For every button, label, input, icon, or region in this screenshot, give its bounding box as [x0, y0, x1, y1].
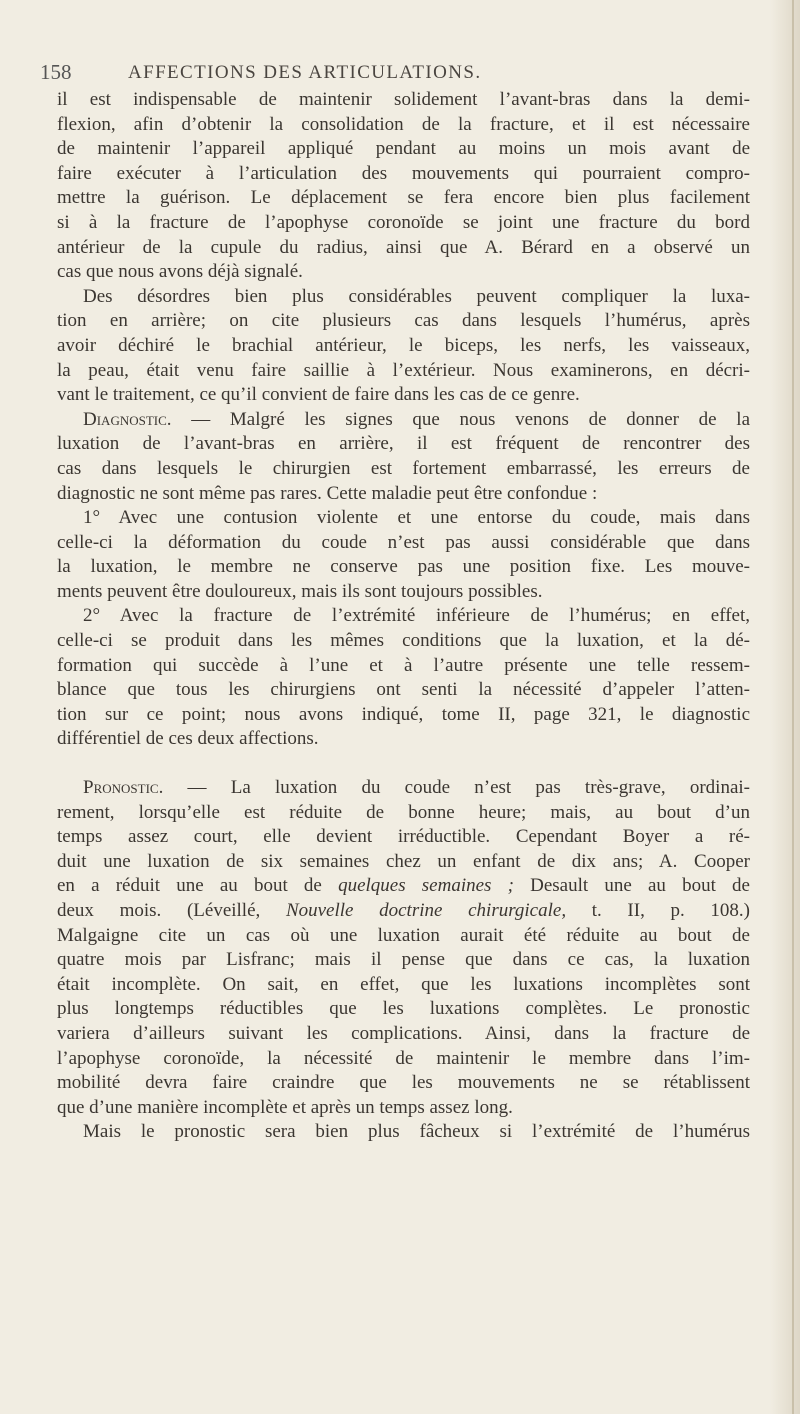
italic-segment: Nouvelle doctrine chirurgicale, [285, 900, 567, 921]
text-line: flexion, afin d’obtenir la consolidation de la fracture, et il est nécessaire [57, 113, 750, 135]
text-line: 1° Avec une contusion violente et une entorse du coude, mais dans [83, 507, 750, 529]
text-line: cas que nous avons déjà signalé. [57, 261, 303, 283]
text-line: vant le traitement, ce qu’il convient de faire dans les cas de ce genre. [57, 384, 580, 406]
text-line: mettre la guérison. Le déplacement se fera encore bien plus facilement [57, 187, 750, 209]
diagnostic-first-line [57, 408, 750, 433]
text-line: Des désordres bien plus considérables peuvent compliquer la luxa- [83, 285, 750, 307]
text-line: plus longtemps réductibles que les luxations complètes. Le pronostic [57, 998, 750, 1020]
section-gap [57, 752, 750, 776]
text-line: luxation de l’avant-bras en arrière, il est fréquent de rencontrer des [57, 433, 750, 455]
running-head: AFFECTIONS DES ARTICULATIONS. [128, 62, 482, 83]
pronostic-first-line [57, 776, 750, 801]
text-line: duit une luxation de six semaines chez un enfant de dix ans; A. Cooper [57, 850, 750, 872]
page-number: 158 [40, 60, 72, 84]
diagnostic-first-line-text: — Malgré les signes que nous venons de donner de la [171, 408, 750, 430]
text-line: l’apophyse coronoïde, la nécessité de maintenir le membre dans l’im- [57, 1047, 750, 1069]
text-line: rement, lorsqu’elle est réduite de bonne heure; mais, au bout d’un [57, 801, 750, 823]
text-segment: en a réduit une au bout de [57, 875, 339, 897]
text-line: si à la fracture de l’apophyse coronoïde se joint une fracture du bord [57, 211, 750, 233]
text-line: variera d’ailleurs suivant les complications. Ainsi, dans la fracture de [57, 1022, 750, 1044]
text-line: quatre mois par Lisfranc; mais il pense que dans ce cas, la luxation [57, 949, 750, 971]
text-line: que d’une manière incomplète et après un temps assez long. [57, 1096, 513, 1118]
italic-segment: quelques semaines ; [338, 875, 514, 897]
text-line: temps assez court, elle devient irréductible. Cependant Boyer a ré- [57, 826, 750, 848]
text-line: tion en arrière; on cite plusieurs cas dans lesquels l’humérus, après [57, 310, 750, 332]
text-segment: t. II, p. 108.) [566, 900, 750, 921]
text-line: cas dans lesquels le chirurgien est fortement embarrassé, les erreurs de [57, 457, 750, 479]
body-text [57, 88, 750, 1145]
text-line: 2° Avec la fracture de l’extrémité inférieure de l’humérus; en effet, [83, 605, 750, 627]
pronostic-heading: Pronostic. [83, 777, 164, 799]
text-segment: deux mois. (Léveillé, [57, 900, 286, 921]
pronostic-first-line-text: — La luxation du coude n’est pas très-grave, ordinai- [163, 777, 750, 799]
text-line: diagnostic ne sont même pas rares. Cette maladie peut être confondue : [57, 482, 598, 504]
text-line: tion sur ce point; nous avons indiqué, tome II, page 321, le diagnostic [57, 703, 750, 725]
text-line: la luxation, le membre ne conserve pas une position fixe. Les mouve- [57, 556, 750, 578]
text-line: mobilité devra faire craindre que les mouvements ne se rétablissent [57, 1072, 750, 1094]
text-line: antérieur de la cupule du radius, ainsi que A. Bérard en a observé un [57, 236, 750, 258]
text-line: blance que tous les chirurgiens ont senti la nécessité d’appeler l’atten- [57, 679, 750, 701]
text-line: faire exécuter à l’articulation des mouvements qui pourraient compro- [57, 162, 750, 184]
text-line-with-italic [57, 874, 750, 899]
text-line: la peau, était venu faire saillie à l’extérieur. Nous examinerons, en décri- [57, 359, 750, 381]
text-line: de maintenir l’appareil appliqué pendant au moins un mois avant de [57, 138, 750, 160]
page-edge-line [792, 0, 794, 1414]
text-line: différentiel de ces deux affections. [57, 728, 319, 750]
text-line: Mais le pronostic sera bien plus fâcheux si l’extrémité de l’humérus [83, 1121, 750, 1143]
text-line: formation qui succède à l’une et à l’autre présente une telle ressem- [57, 654, 750, 676]
diagnostic-heading: Diagnostic. [83, 408, 172, 430]
text-line: Malgaigne cite un cas où une luxation aurait été réduite au bout de [57, 924, 750, 946]
text-line: était incomplète. On sait, en effet, que les luxations incomplètes sont [57, 973, 750, 995]
page-edge-shadow [770, 0, 800, 1414]
text-line: celle-ci se produit dans les mêmes conditions que la luxation, et la dé- [57, 630, 750, 652]
text-segment: Desault une au bout de [513, 875, 750, 897]
text-line: avoir déchiré le brachial antérieur, le biceps, les nerfs, les vaisseaux, [57, 334, 750, 356]
text-line: celle-ci la déformation du coude n’est pas aussi considérable que dans [57, 531, 750, 553]
text-line: ments peuvent être douloureux, mais ils sont toujours possibles. [57, 580, 543, 602]
text-line-with-italic [57, 899, 750, 924]
text-line: il est indispensable de maintenir solidement l’avant-bras dans la demi- [57, 89, 750, 110]
